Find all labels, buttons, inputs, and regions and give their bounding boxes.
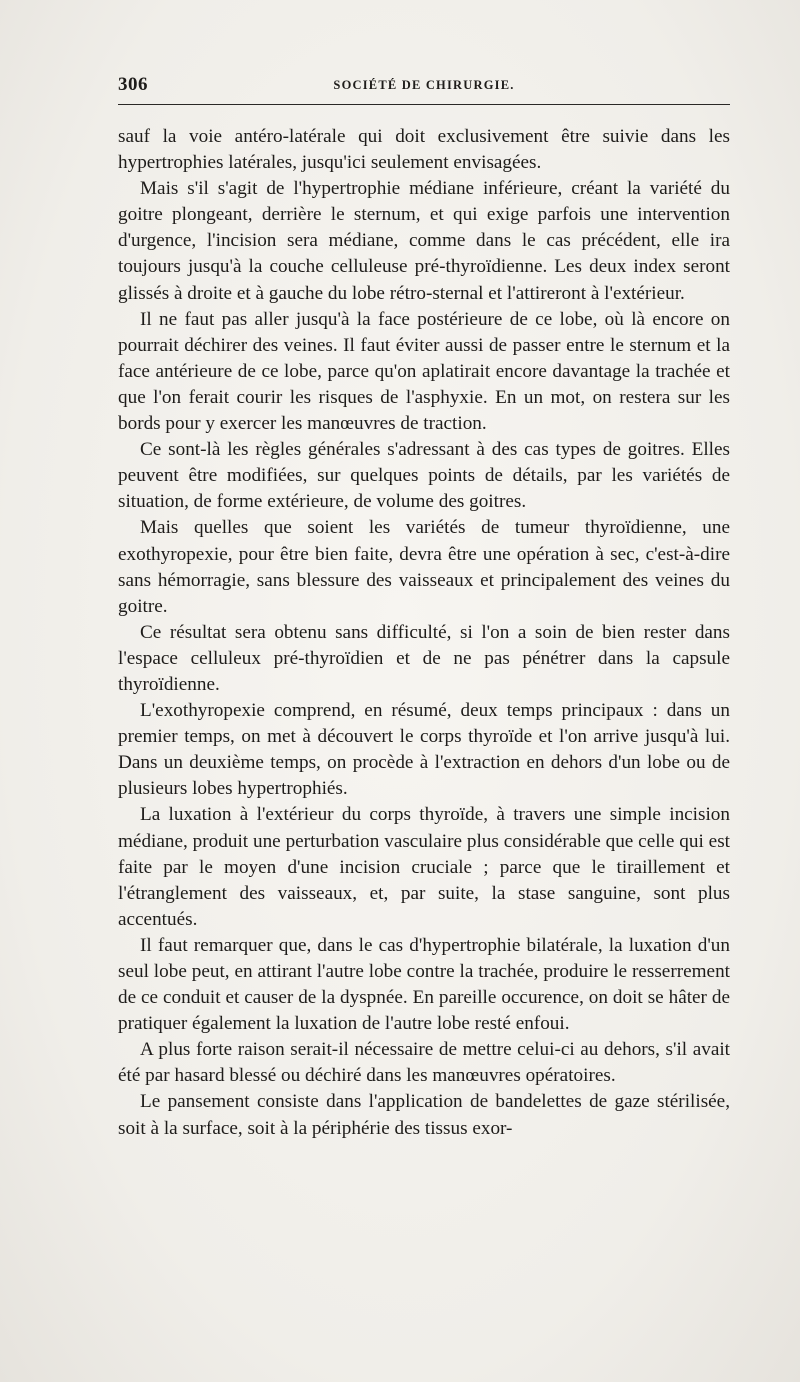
body-text	[118, 124, 730, 1142]
paragraph-4: Ce sont-là les règles générales s'adressant à des cas types de goitres. Elles peuvent être modifiées, sur quelques points de détails, par les variétés de situation, de forme extérieure, de volume des goitres.	[118, 439, 730, 513]
running-title: SOCIÉTÉ DE CHIRURGIE.	[333, 78, 515, 92]
paragraph-1: sauf la voie antéro-latérale qui doit exclusivement être suivie dans les hypertrophies latérales, jusqu'ici seulement envisagées.	[118, 126, 730, 174]
paragraph-3: Il ne faut pas aller jusqu'à la face postérieure de ce lobe, où là encore on pourrait déchirer des veines. Il faut éviter aussi de passer entre le sternum et la face antérieure de ce lobe, parce qu'on aplatirait encore davantage la trachée et que l'on ferait courir les risques de l'asphyxie. En un mot, on restera sur les bords pour y exercer les manœuvres de traction.	[118, 308, 730, 435]
paragraph-9: Il faut remarquer que, dans le cas d'hypertrophie bilatérale, la luxation d'un seul lobe peut, en attirant l'autre lobe contre la trachée, produire le resserrement de ce conduit et causer de la dyspnée. En pareille occurence, on doit se hâter de pratiquer également la luxation de l'autre lobe resté enfoui.	[118, 934, 730, 1035]
paragraph-11: Le pansement consiste dans l'application de bandelettes de gaze stérilisée, soit à la surface, soit à la périphérie des tissus exor-	[118, 1091, 730, 1139]
page-header	[118, 74, 730, 100]
paragraph-5: Mais quelles que soient les variétés de tumeur thyroïdienne, une exothyropexie, pour être bien faite, devra être une opération à sec, c'est-à-dire sans hémorragie, sans blessure des vaisseaux et principalement des veines du goitre.	[118, 517, 730, 617]
paragraph-7: L'exothyropexie comprend, en résumé, deux temps principaux : dans un premier temps, on met à découvert le corps thyroïde et l'on arrive jusqu'à lui. Dans un deuxième temps, on procède à l'extraction en dehors d'un lobe ou de plusieurs lobes hypertrophiés.	[118, 700, 730, 800]
paragraph-6: Ce résultat sera obtenu sans difficulté, si l'on a soin de bien rester dans l'espace celluleux pré-thyroïdien et de ne pas pénétrer dans la capsule thyroïdienne.	[118, 621, 730, 695]
header-rule	[118, 104, 730, 105]
paragraph-10: A plus forte raison serait-il nécessaire de mettre celui-ci au dehors, s'il avait été par hasard blessé ou déchiré dans les manœuvres opératoires.	[118, 1039, 730, 1087]
paragraph-8: La luxation à l'extérieur du corps thyroïde, à travers une simple incision médiane, produit une perturbation vasculaire plus considérable que celle qui est faite par le moyen d'une incision cruciale ; parce que le tiraillement et l'étranglement des vaisseaux, et, par suite, la stase sanguine, sont plus accentués.	[118, 804, 730, 930]
paragraph-2: Mais s'il s'agit de l'hypertrophie médiane inférieure, créant la variété du goitre plongeant, derrière le sternum, et qui exige parfois une intervention d'urgence, l'incision sera médiane, comme dans le cas précédent, elle ira toujours jusqu'à la couche celluleuse pré-thyroïdienne. Les deux index seront glissés à droite et à gauche du lobe rétro-sternal et l'attireront à l'extérieur.	[118, 178, 730, 304]
page-number: 306	[118, 74, 148, 95]
